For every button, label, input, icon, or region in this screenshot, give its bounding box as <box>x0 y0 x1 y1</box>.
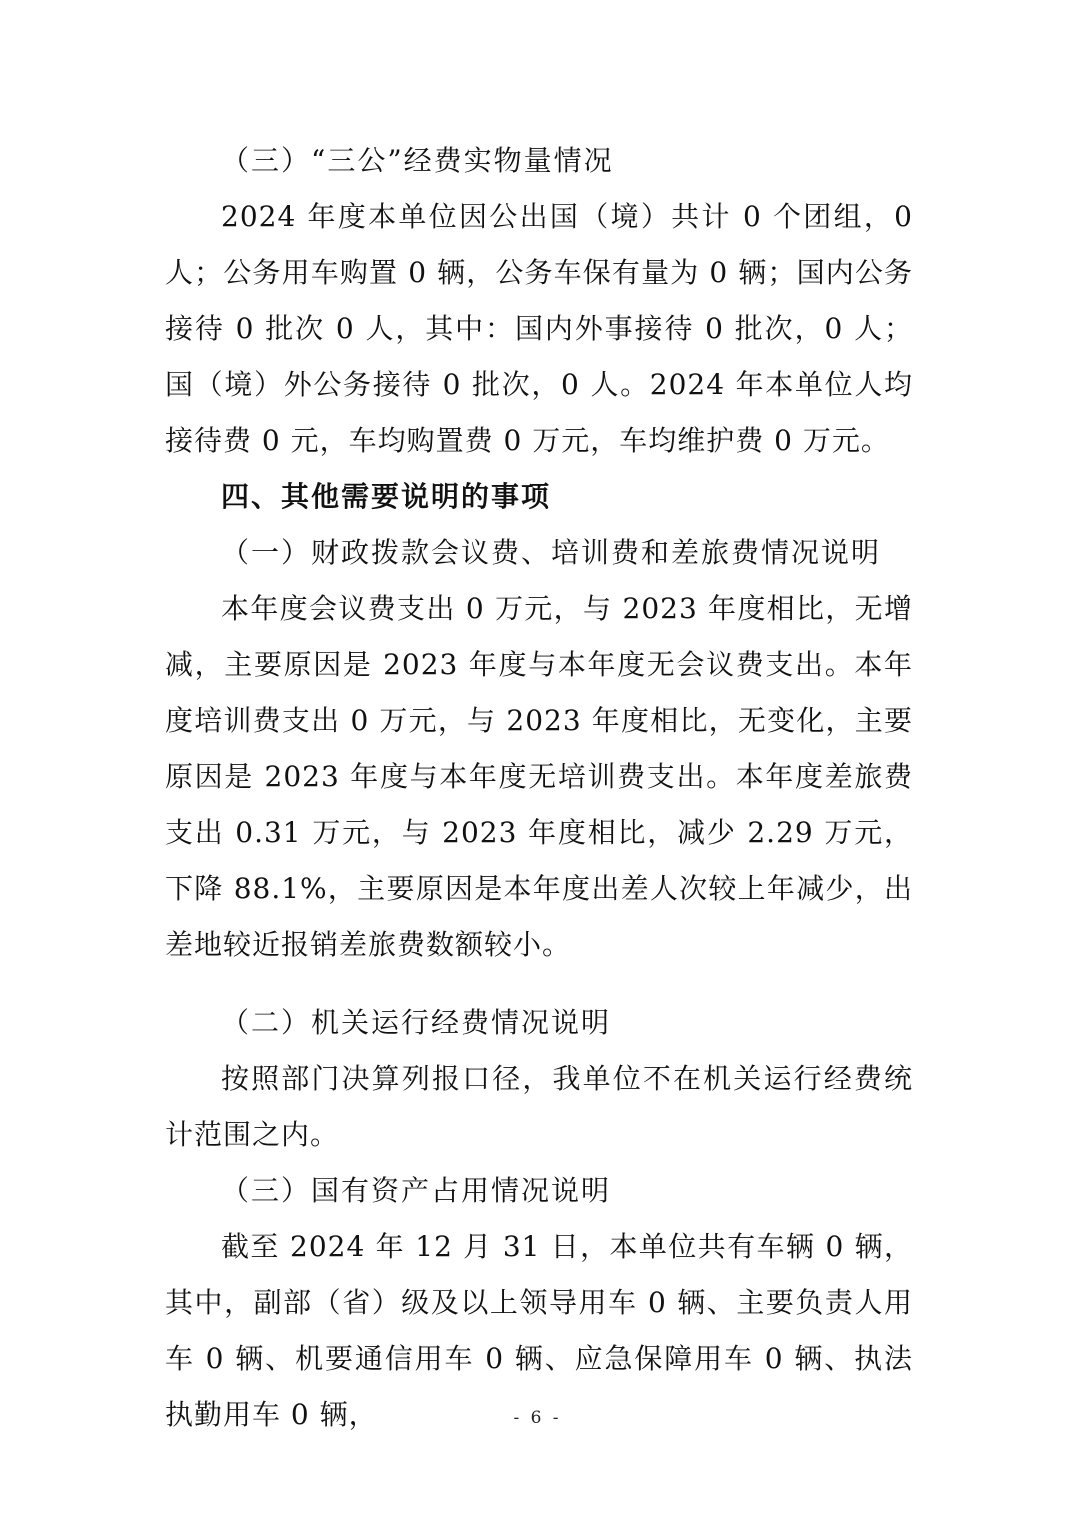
subsection-heading-office-operation: （二）机关运行经费情况说明 <box>221 1006 612 1039</box>
paragraph-three-public-quantity: 2024 年度本单位因公出国（境）共计 0 个团组，0 人；公务用车购置 0 辆，公务车保有量为 0 辆；国内公务接待 0 批次 0 人，其中：国内外事接待 0 批次，0 人；国（境）外公务接待 0 批次，0 人。2024 年本单位人均接待费 0 元，车均购置费 0 万元，车均维护费 0 万元。 <box>165 200 913 457</box>
section-heading-three-public-quantity: （三）“三公”经费实物量情况 <box>221 144 614 177</box>
page-body <box>165 133 913 1443</box>
page-number: - 6 - <box>513 1408 562 1428</box>
paragraph-meeting-training-travel: 本年度会议费支出 0 万元，与 2023 年度相比，无增减，主要原因是 2023 年度与本年度无会议费支出。本年度培训费支出 0 万元，与 2023 年度相比，无变化，主要原因是 2023 年度与本年度无培训费支出。本年度差旅费支出 0.31 万元，与 2023 年度相比，减少 2.29 万元，下降 88.1%，主要原因是本年度出差人次较上年减少，出差地较近报销差旅费数额较小。 <box>165 592 913 961</box>
spacer <box>165 973 913 995</box>
paragraph-state-assets: 截至 2024 年 12 月 31 日，本单位共有车辆 0 辆，其中，副部（省）级及以上领导用车 0 辆、主要负责人用车 0 辆、机要通信用车 0 辆、应急保障用车 0 辆、执法执勤用车 0 辆， <box>165 1230 913 1431</box>
paragraph-office-operation: 按照部门决算列报口径，我单位不在机关运行经费统计范围之内。 <box>165 1062 913 1151</box>
part-four-heading: 四、其他需要说明的事项 <box>221 480 552 513</box>
subsection-heading-state-assets: （三）国有资产占用情况说明 <box>221 1174 612 1207</box>
subsection-heading-meeting-training-travel: （一）财政拨款会议费、培训费和差旅费情况说明 <box>221 536 882 569</box>
